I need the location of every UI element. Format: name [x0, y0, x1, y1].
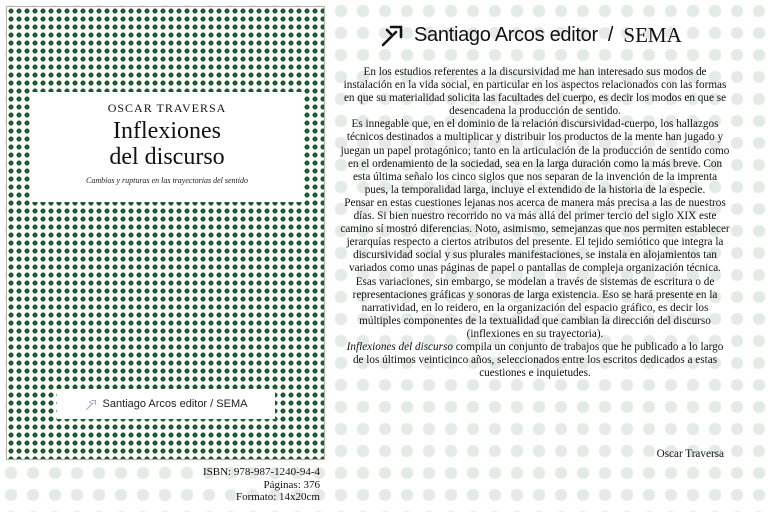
book-format: Formato: 14x20cm — [235, 491, 320, 503]
sema-label: SEMA — [623, 22, 682, 47]
cover-title — [30, 118, 304, 170]
paragraph-1: En los estudios referentes a la discursividad me han interesado sus modos de instalación en la vida social, en particular en los aspectos relacionados con las formas en que su materialidad solicita las facultades del cuerpo, es decir los modos en que se desencadena la producción de sentido. — [343, 66, 727, 118]
cover-title-line1: Inflexiones — [113, 118, 221, 144]
cover-title-box — [30, 92, 304, 202]
description-panel — [340, 0, 730, 512]
book-title-italic: Inflexiones del discurso — [346, 340, 453, 353]
cover-publisher-box — [57, 389, 275, 419]
cover-subtitle: Cambios y rupturas en las trayectorias del sentido — [86, 176, 248, 185]
paragraph-3: Pensar en estas cuestiones lejanas nos acerca de manera más precisa a las de nuestros días. Si bien nuestro recorrido no va más allá del primer tercio del siglo XIX este camino sí mostró diferencias. Noto, asimismo, semejanzas que nos permiten establecer jerarquías respecto a ciertos atributos del presente. El tejido semiótico que integra la discursividad social y sus plurales manifestaciones, se instala en alojamientos tan variados como unas páginas de papel o pantallas de compleja organización técnica. Esas variaciones, sin embargo, se modelan a través de sistemas de escritura o de representaciones gráficas y sonoras de larga existencia. Eso se hará presente en la narratividad, en lo reidero, en la organización del espacio gráfico, es decir los múltiples componentes de la textualidad que cambian la dirección del discurso (inflexiones en su trayectoria). — [340, 196, 730, 340]
cover-title-line2: del discurso — [109, 144, 225, 170]
isbn: ISBN: 978-987-1240-94-4 — [202, 466, 320, 478]
paragraph-2: Es innegable que, en el dominio de la relación discursividad-cuerpo, los hallazgos técnicos destinados a multiplicar y distribuir los productos de la mente han jugado y juegan un papel protagónico; tanto en la articulación de la producción de sentido como en el ordenamiento de la sociedad, sea en la larga duración como la más breve. Con esta última señalo los cinco siglos que nos separan de la invención de la imprenta pues, la temporalidad larga, incluye el extendido de la historia de la especie. — [340, 118, 730, 196]
publisher-brand: Santiago Arcos editor — [414, 23, 598, 46]
author-signature: Oscar Traversa — [656, 448, 724, 460]
cover-author: OSCAR TRAVERSA — [107, 101, 227, 115]
paragraph-4 — [340, 341, 730, 380]
header-separator: / — [607, 23, 614, 46]
book-cover — [6, 6, 325, 460]
page-count: Páginas: 376 — [263, 478, 320, 491]
publisher-header — [380, 22, 682, 48]
book-description — [340, 66, 730, 380]
signpost-arrow-icon — [380, 22, 406, 48]
cover-publisher-text: Santiago Arcos editor / SEMA — [102, 398, 248, 410]
book-details — [120, 466, 320, 504]
paragraph-4-rest: compila un conjunto de trabajos que he publicado a lo largo de los últimos veinticinco años, seleccionados entre los escritos dedicados a estas cuestiones e inquietudes. — [352, 340, 724, 380]
signpost-arrow-icon — [85, 397, 99, 411]
